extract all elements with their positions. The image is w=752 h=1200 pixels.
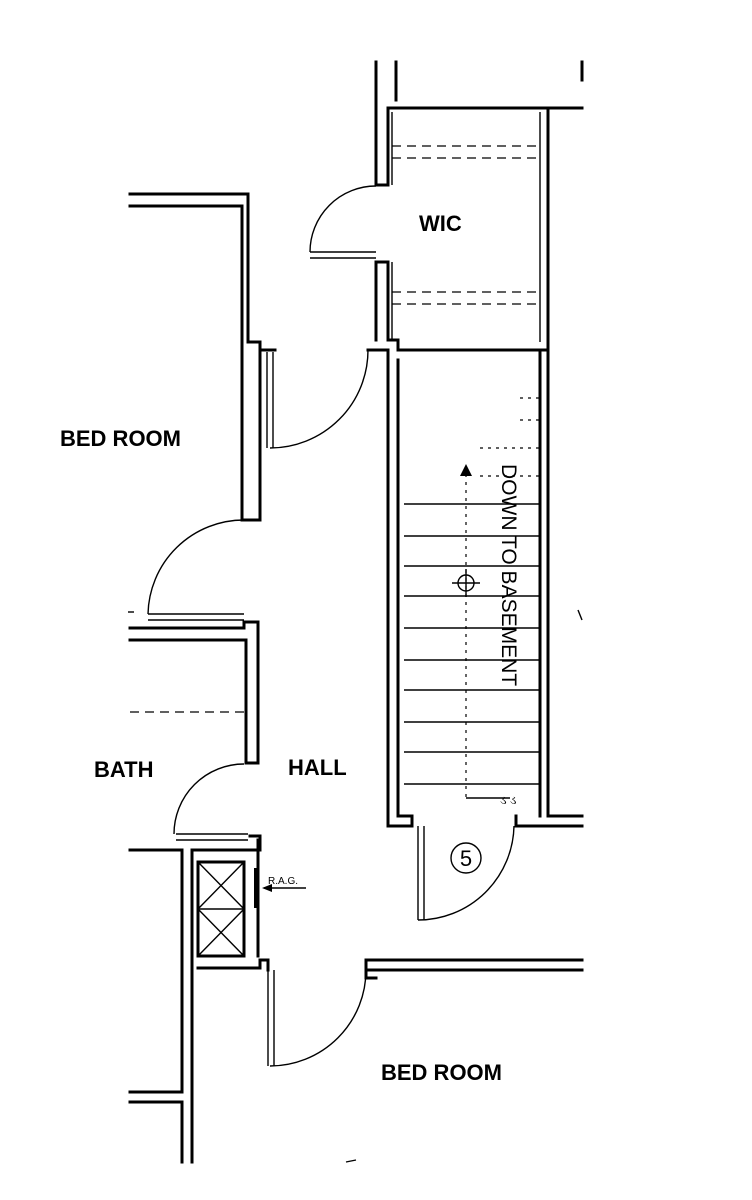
rag-label: R.A.G.: [268, 876, 299, 887]
bath-label: BATH: [94, 757, 154, 782]
hall-bedroom-door: [148, 520, 244, 620]
bedroom-bottom-label: BED ROOM: [381, 1060, 502, 1085]
stair-walls: [388, 350, 582, 826]
top-bedroom-door: [270, 350, 388, 448]
wic-label: WIC: [419, 211, 462, 236]
bedroom-top-label: BED ROOM: [60, 426, 181, 451]
bath-walls: [130, 622, 258, 840]
door-tag-number: 5: [459, 846, 473, 871]
rag-pointer: [262, 876, 306, 892]
hall-label: HALL: [288, 755, 347, 780]
bottom-bedroom-walls: [268, 960, 582, 1066]
chase-walls: [130, 836, 268, 1162]
stair-squiggle-icon: ડ ડ: [500, 793, 517, 807]
wic-door: [310, 186, 376, 258]
door-tag: [451, 843, 481, 873]
stair-label: DOWN TO BASEMENT: [497, 464, 520, 687]
bath-door: [174, 764, 244, 834]
bottom-bedroom-door: [270, 970, 366, 1066]
wic-walls: [376, 62, 582, 350]
top-bedroom-walls: [130, 194, 275, 520]
